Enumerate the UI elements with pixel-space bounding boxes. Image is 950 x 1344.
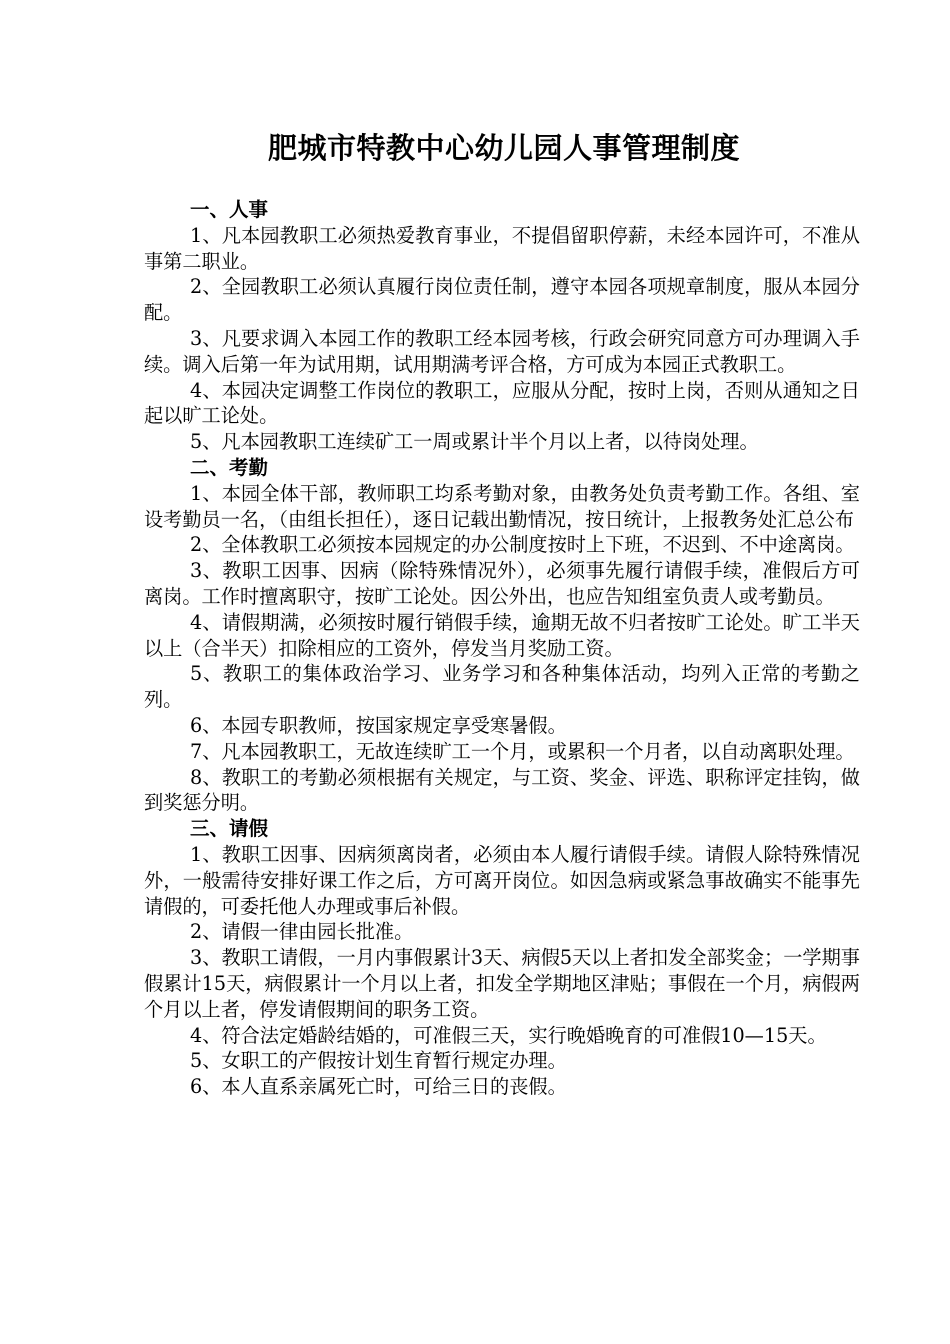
section-attendance [144, 455, 860, 816]
document-body [144, 197, 860, 1100]
paragraph: 1、本园全体干部，教师职工均系考勤对象，由教务处负责考勤工作。各组、室设考勤员一名，（由组长担任），逐日记载出勤情况，按日统计，上报教务处汇总公布 [144, 481, 860, 531]
paragraph: 2、全体教职工必须按本园规定的办公制度按时上下班，不迟到、不中途离岗。 [190, 533, 855, 557]
section-heading: 二、考勤 [190, 455, 269, 479]
paragraph: 1、凡本园教职工必须热爱教育事业，不提倡留职停薪，未经本园许可，不准从事第二职业。 [144, 223, 860, 273]
paragraph: 5、教职工的集体政治学习、业务学习和各种集体活动，均列入正常的考勤之列。 [144, 662, 860, 712]
paragraph: 5、女职工的产假按计划生育暂行规定办理。 [190, 1049, 567, 1073]
paragraph: 6、本人直系亲属死亡时，可给三日的丧假。 [190, 1075, 567, 1099]
paragraph: 3、凡要求调入本园工作的教职工经本园考核，行政会研究同意方可办理调入手续。调入后第一年为试用期，试用期满考评合格，方可成为本园正式教职工。 [144, 326, 860, 376]
paragraph: 8、教职工的考勤必须根据有关规定，与工资、奖金、评选、职称评定挂钩，做到奖惩分明。 [144, 765, 860, 815]
paragraph: 5、凡本园教职工连续矿工一周或累计半个月以上者，以待岗处理。 [190, 430, 759, 454]
paragraph: 3、教职工请假，一月内事假累计3天、病假5天以上者扣发全部奖金；一学期事假累计15天，病假累计一个月以上者，扣发全学期地区津贴；事假在一个月，病假两个月以上者，停发请假期间的职务工资。 [144, 946, 860, 1021]
document-title: 肥城市特教中心幼儿园人事管理制度 [267, 131, 740, 165]
section-leave [144, 816, 860, 1100]
paragraph: 4、请假期满，必须按时履行销假手续，逾期无故不归者按旷工论处。旷工半天以上（合半天）扣除相应的工资外，停发当月奖励工资。 [144, 610, 860, 660]
section-heading: 三、请假 [190, 817, 269, 841]
paragraph: 2、请假一律由园长批准。 [190, 920, 414, 944]
paragraph: 6、本园专职教师，按国家规定享受寒暑假。 [190, 713, 567, 737]
paragraph: 2、全园教职工必须认真履行岗位责任制，遵守本园各项规章制度，服从本园分配。 [144, 275, 860, 325]
section-personnel [144, 197, 860, 455]
paragraph: 4、本园决定调整工作岗位的教职工，应服从分配，按时上岗，否则从通知之日起以旷工论处。 [144, 378, 860, 428]
paragraph: 7、凡本园教职工，无故连续旷工一个月，或累积一个月者，以自动离职处理。 [190, 739, 855, 763]
paragraph: 1、教职工因事、因病须离岗者，必须由本人履行请假手续。请假人除特殊情况外，一般需待安排好课工作之后，方可离开岗位。如因急病或紧急事故确实不能事先请假的，可委托他人办理或事后补假。 [144, 842, 860, 918]
paragraph: 3、教职工因事、因病（除特殊情况外），必须事先履行请假手续，准假后方可离岗。工作时擅离职守，按旷工论处。因公外出，也应告知组室负责人或考勤员。 [144, 559, 860, 608]
paragraph: 4、符合法定婚龄结婚的，可准假三天，实行晚婚晚育的可准假10—15天。 [190, 1023, 827, 1047]
section-heading: 一、人事 [190, 198, 269, 221]
